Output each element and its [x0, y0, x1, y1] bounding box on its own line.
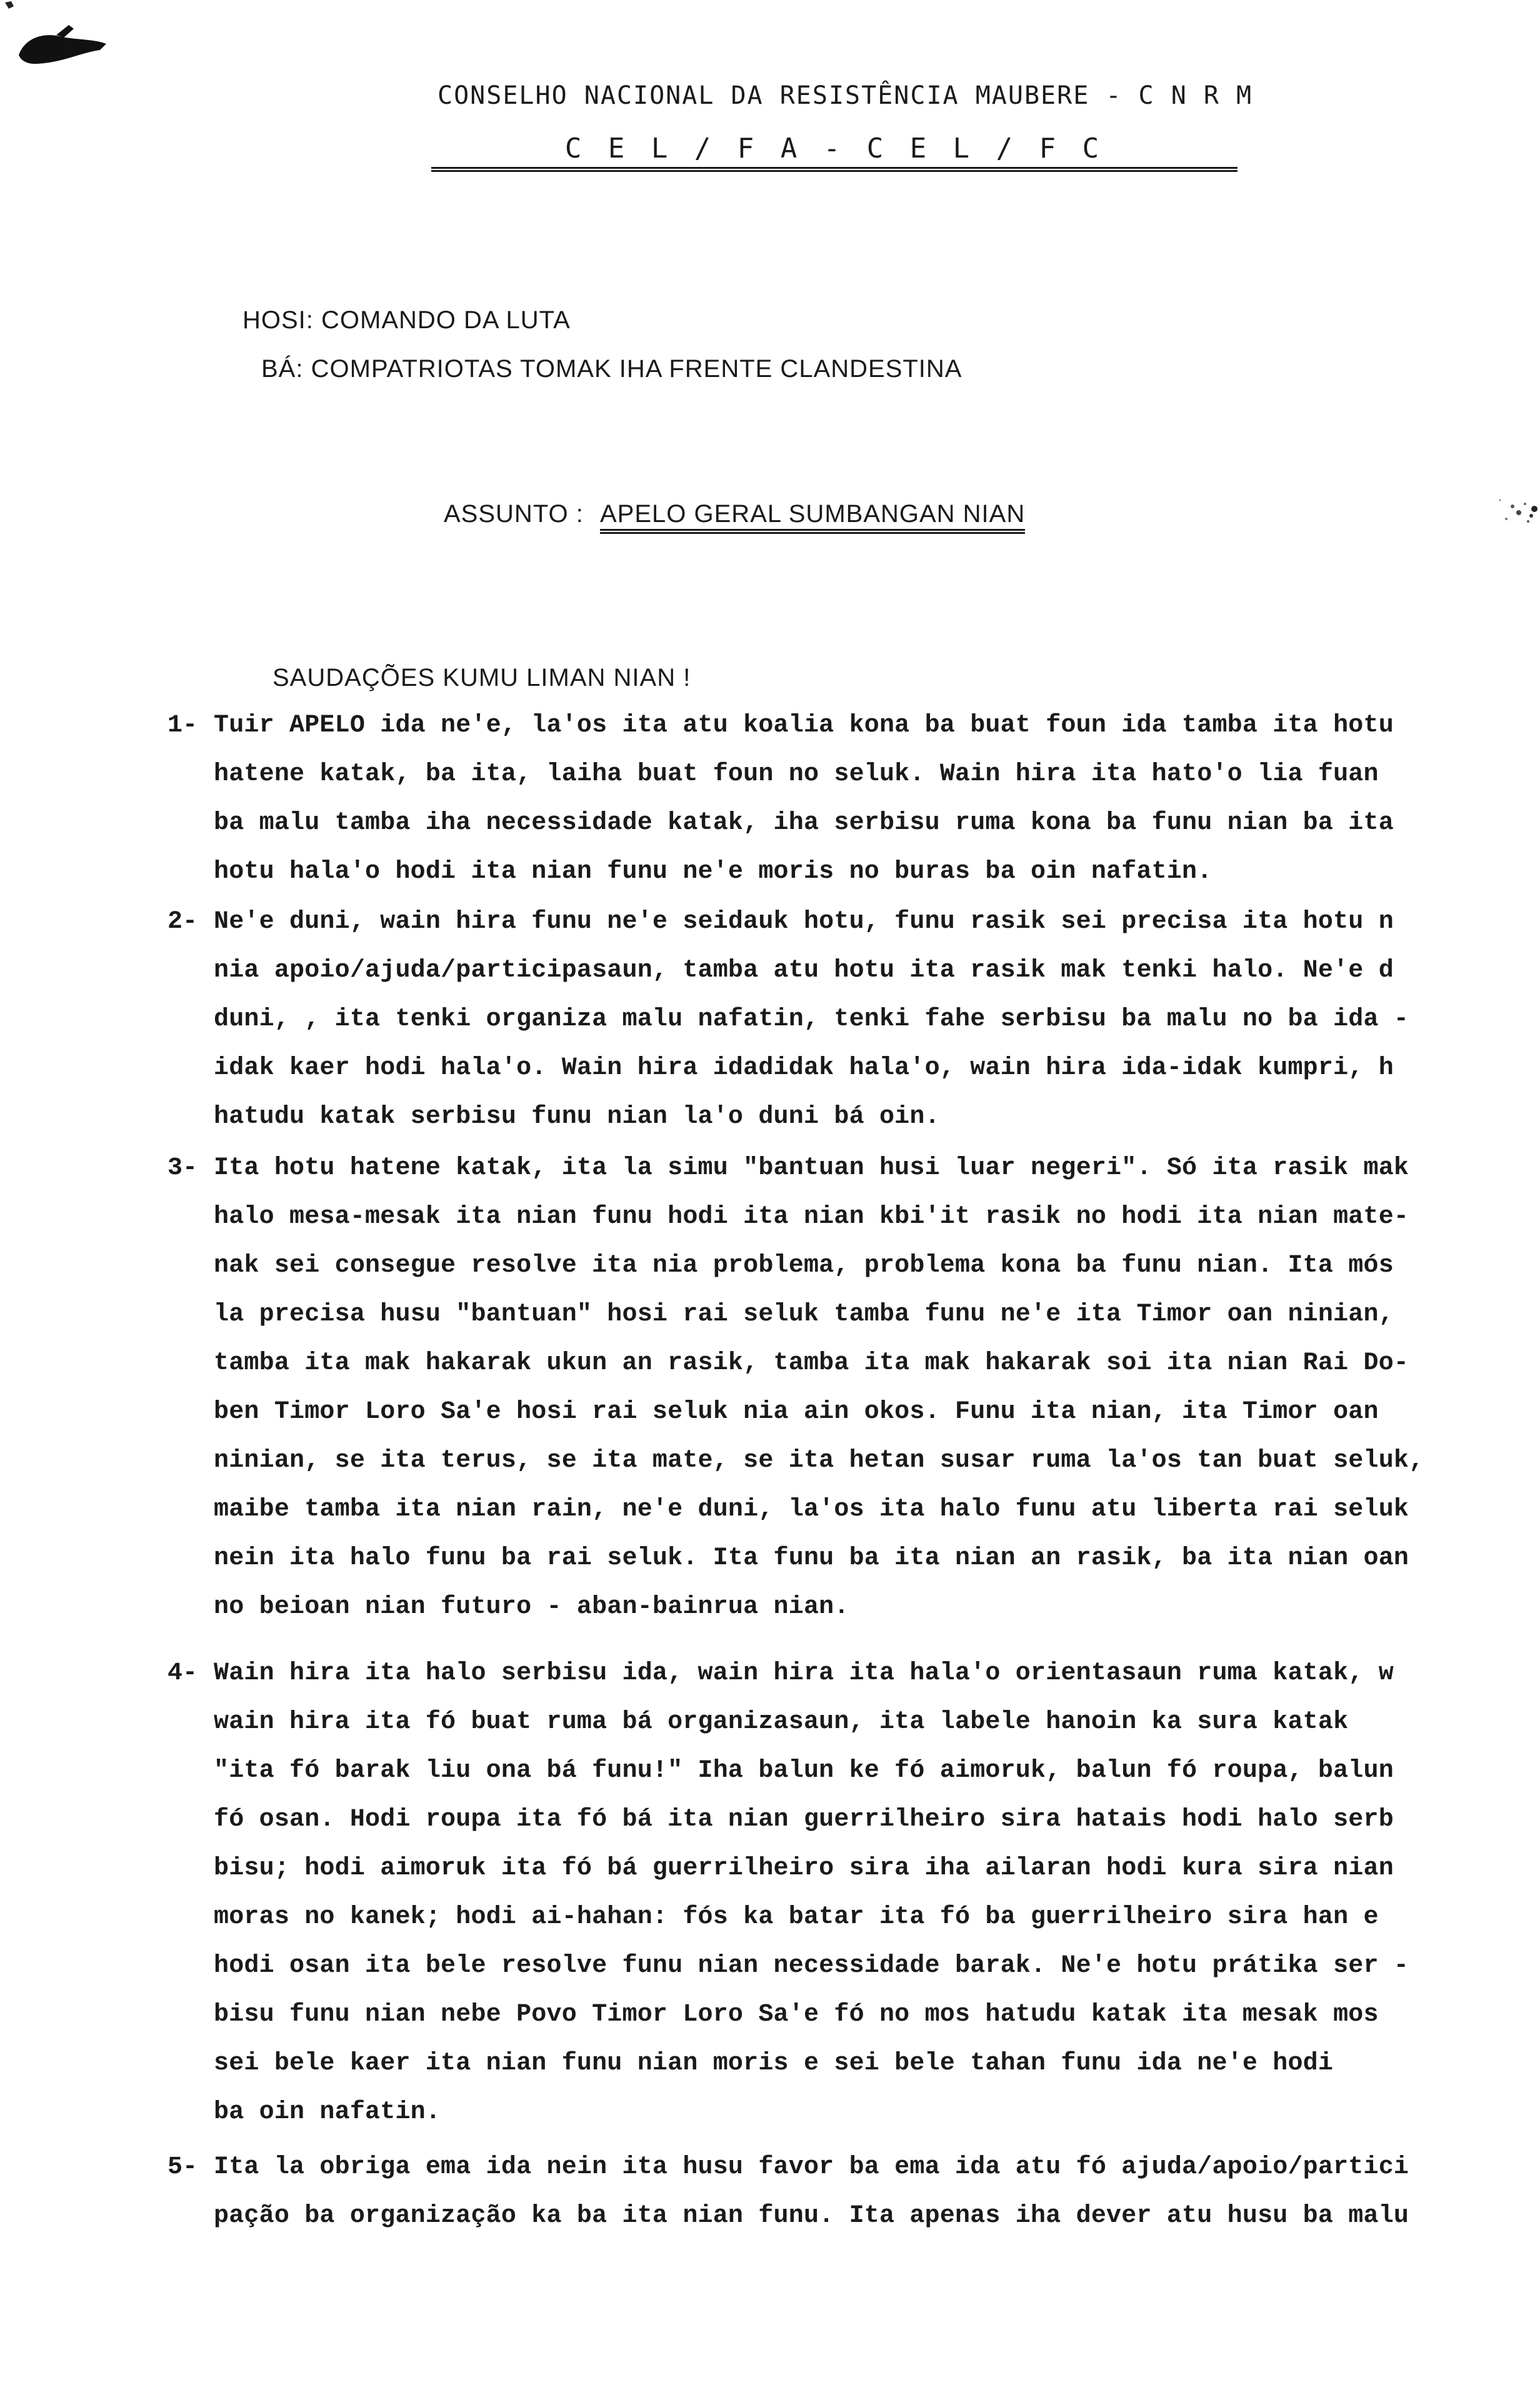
text-line: bisu; hodi aimoruk ita fó bá guerrilheiro sira iha ailaran hodi kura sira nian — [214, 1854, 1394, 1882]
text-line: halo mesa-mesak ita nian funu hodi ita nian kbi'it rasik no hodi ita nian mate- — [214, 1203, 1409, 1231]
paragraph-number: 3- — [168, 1154, 198, 1182]
text-line: fó osan. Hodi roupa ita fó bá ita nian guerrilheiro sira hatais hodi halo serb — [214, 1806, 1394, 1834]
from-value: COMANDO DA LUTA — [321, 306, 571, 334]
text-line: ba malu tamba iha necessidade katak, iha serbisu ruma kona ba funu nian ba ita — [214, 809, 1394, 837]
from-label: HOSI: — [242, 306, 314, 334]
text-line: tamba ita mak hakarak ukun an rasik, tamba ita mak hakarak soi ita nian Rai Do- — [214, 1349, 1409, 1377]
text-line: nein ita halo funu ba rai seluk. Ita funu ba ita nian an rasik, ba ita nian oan — [214, 1544, 1409, 1572]
paragraph-number: 4- — [168, 1659, 198, 1687]
text-line: ben Timor Loro Sa'e hosi rai seluk nia ain okos. Funu ita nian, ita Timor oan — [214, 1398, 1379, 1426]
text-line: wain hira ita fó buat ruma bá organizasaun, ita labele hanoin ka sura katak — [214, 1708, 1349, 1736]
text-line: Ita la obriga ema ida nein ita husu favor ba ema ida atu fó ajuda/apoio/partici — [214, 2153, 1409, 2181]
text-line: Ne'e duni, wain hira funu ne'e seidauk hotu, funu rasik sei precisa ita hotu n — [214, 908, 1394, 936]
paragraph-number: 1- — [168, 711, 198, 740]
to-label: BÁ: — [261, 355, 304, 383]
text-line: bisu funu nian nebe Povo Timor Loro Sa'e fó no mos hatudu katak ita mesak mos — [214, 2001, 1379, 2029]
text-line: pação ba organização ka ba ita nian funu. Ita apenas iha dever atu husu ba malu — [214, 2202, 1409, 2230]
text-line: moras no kanek; hodi ai-hahan: fós ka batar ita fó ba guerrilheiro sira han e — [214, 1903, 1379, 1931]
text-line: nia apoio/ajuda/participasaun, tamba atu hotu ita rasik mak tenki halo. Ne'e d — [214, 957, 1394, 985]
ink-blot-mark — [0, 0, 125, 69]
subject-label: ASSUNTO : — [444, 500, 584, 528]
to-line — [261, 355, 962, 383]
to-value: COMPATRIOTAS TOMAK IHA FRENTE CLANDESTINA — [311, 355, 962, 383]
text-line: idak kaer hodi hala'o. Wain hira idadidak hala'o, wain hira ida-idak kumpri, h — [214, 1054, 1394, 1082]
text-line: "ita fó barak liu ona bá funu!" Iha balun ke fó aimoruk, balun fó roupa, balun — [214, 1757, 1394, 1785]
text-line: ba oin nafatin. — [214, 2098, 441, 2126]
organization-header: CONSELHO NACIONAL DA RESISTÊNCIA MAUBERE - C N R M — [438, 81, 1253, 110]
text-line: la precisa husu "bantuan" hosi rai seluk tamba funu ne'e ita Timor oan ninian, — [214, 1300, 1394, 1329]
text-line: sei bele kaer ita nian funu nian moris e sei bele tahan funu ida ne'e hodi — [214, 2049, 1334, 2078]
text-line: Tuir APELO ida ne'e, la'os ita atu koalia kona ba buat foun ida tamba ita hotu — [214, 711, 1394, 740]
text-line: no beioan nian futuro - aban-bainrua nian. — [214, 1593, 849, 1621]
text-line: hatudu katak serbisu funu nian la'o duni bá oin. — [214, 1103, 940, 1131]
text-line: maibe tamba ita nian rain, ne'e duni, la'os ita halo funu atu liberta rai seluk — [214, 1495, 1409, 1524]
text-line: hotu hala'o hodi ita nian funu ne'e moris no buras ba oin nafatin. — [214, 858, 1212, 886]
text-line: hatene katak, ba ita, laiha buat foun no seluk. Wain hira ita hato'o lia fuan — [214, 760, 1379, 788]
text-line: hodi osan ita bele resolve funu nian necessidade barak. Ne'e hotu prátika ser - — [214, 1952, 1409, 1980]
subject-value: APELO GERAL SUMBANGAN NIAN — [600, 500, 1025, 534]
scan-speckle — [1438, 481, 1540, 538]
text-line: Ita hotu hatene katak, ita la simu "bantuan husi luar negeri". Só ita rasik mak — [214, 1154, 1409, 1182]
subject-line — [444, 500, 1025, 528]
text-line: Wain hira ita halo serbisu ida, wain hira ita hala'o orientasaun ruma katak, w — [214, 1659, 1394, 1687]
text-line: nak sei consegue resolve ita nia problema, problema kona ba funu nian. Ita mós — [214, 1252, 1394, 1280]
greeting: SAUDAÇÕES KUMU LIMAN NIAN ! — [272, 664, 691, 691]
paragraph-number: 5- — [168, 2153, 198, 2181]
text-line: ninian, se ita terus, se ita mate, se ita hetan susar ruma la'os tan buat seluk, — [214, 1447, 1424, 1475]
units-header: C E L / F A - C E L / F C — [431, 133, 1238, 172]
from-line — [242, 306, 571, 334]
text-line: duni, , ita tenki organiza malu nafatin, tenki fahe serbisu ba malu no ba ida - — [214, 1005, 1409, 1033]
paragraph-number: 2- — [168, 908, 198, 936]
